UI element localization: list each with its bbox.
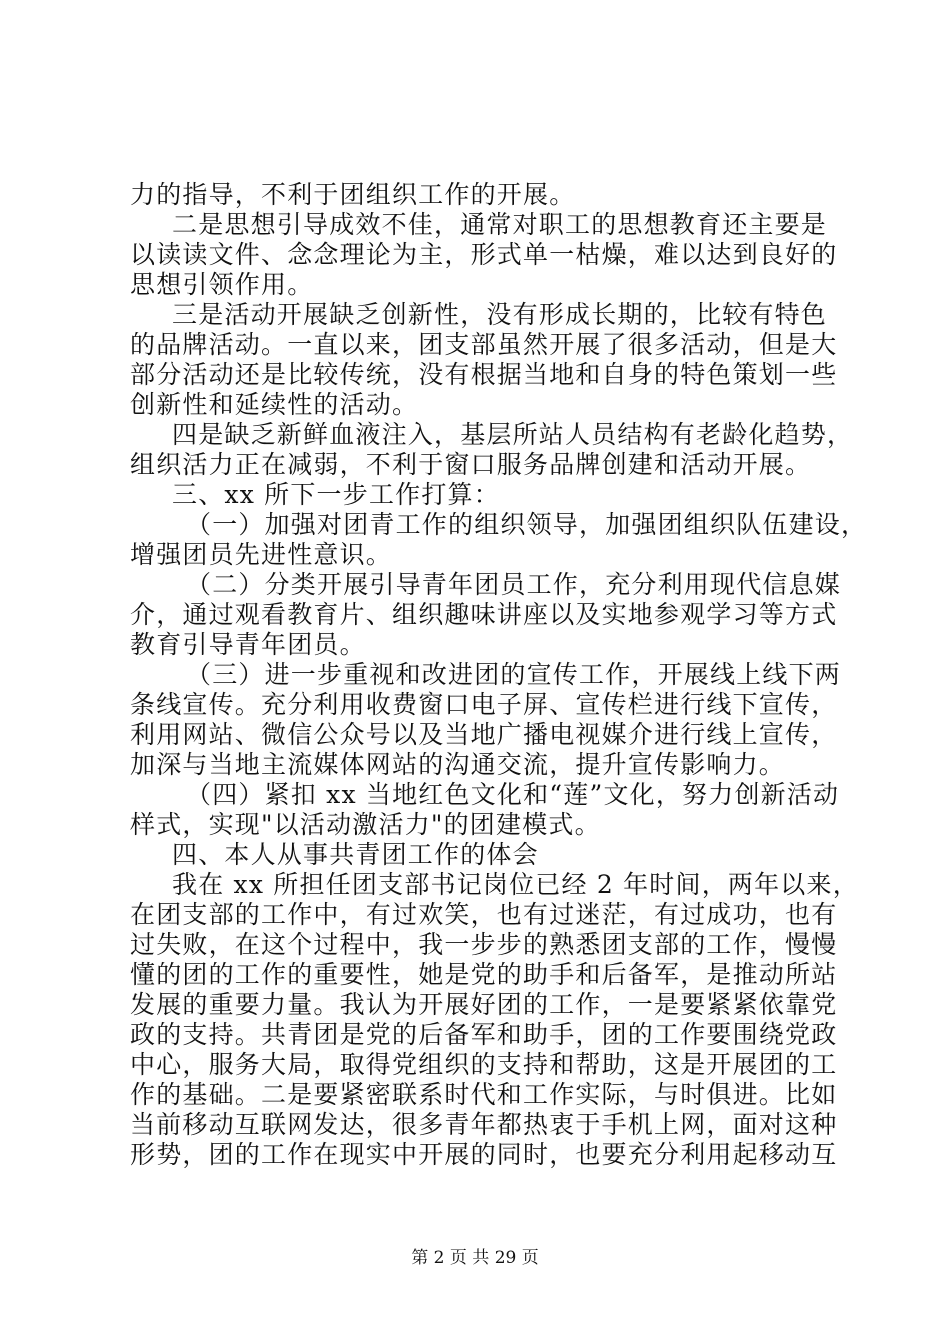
body-text-line: 在团支部的工作中，有过欢笑，也有过迷茫，有过成功，也有 <box>130 900 838 929</box>
body-text-line: 三是活动开展缺乏创新性，没有形成长期的，比较有特色 <box>172 300 828 329</box>
page-number-footer: 第 2 页 共 29 页 <box>411 1248 539 1268</box>
body-text-line: 政的支持。共青团是党的后备军和助手，团的工作要围绕党政 <box>130 1020 838 1049</box>
section-heading: 三、xx 所下一步工作打算： <box>172 480 500 509</box>
body-text-line: 增强团员先进性意识。 <box>130 540 393 569</box>
body-text-line: 样式，实现"以活动激活力"的团建模式。 <box>130 810 601 839</box>
body-text-line: 四是缺乏新鲜血液注入，基层所站人员结构有老龄化趋势， <box>172 420 854 449</box>
body-text-line: 介，通过观看教育片、组织趣味讲座以及实地参观学习等方式 <box>130 600 838 629</box>
body-text-line: 条线宣传。充分利用收费窗口电子屏、宣传栏进行线下宣传， <box>130 690 838 719</box>
section-heading: 四、本人从事共青团工作的体会 <box>172 840 539 869</box>
body-text-line: （三）进一步重视和改进团的宣传工作，开展线上线下两 <box>186 660 842 689</box>
body-text-line: 作的基础。二是要紧密联系时代和工作实际，与时俱进。比如 <box>130 1080 838 1109</box>
body-text-line: 创新性和延续性的活动。 <box>130 390 419 419</box>
body-text-line: 教育引导青年团员。 <box>130 630 366 659</box>
body-text-line: 的品牌活动。一直以来，团支部虽然开展了很多活动，但是大 <box>130 330 838 359</box>
body-text-line: （四）紧扣 xx 当地红色文化和“莲”文化，努力创新活动 <box>186 780 840 809</box>
body-text-line: 中心，服务大局，取得党组织的支持和帮助，这是开展团的工 <box>130 1050 838 1079</box>
body-text-line: 懂的团的工作的重要性，她是党的助手和后备军，是推动所站 <box>130 960 838 989</box>
body-text-line: 形势，团的工作在现实中开展的同时，也要充分利用起移动互 <box>130 1140 838 1169</box>
body-text-line: 我在 xx 所担任团支部书记岗位已经 2 年时间，两年以来， <box>172 870 859 899</box>
body-text-line: （二）分类开展引导青年团员工作，充分利用现代信息媒 <box>186 570 842 599</box>
body-text-line: 当前移动互联网发达，很多青年都热衷于手机上网，面对这种 <box>130 1110 838 1139</box>
body-text-line: 发展的重要力量。我认为开展好团的工作，一是要紧紧依靠党 <box>130 990 838 1019</box>
body-text-line: 力的指导，不利于团组织工作的开展。 <box>130 180 576 209</box>
body-text-line: 过失败，在这个过程中，我一步步的熟悉团支部的工作，慢慢 <box>130 930 838 959</box>
body-text-line: 组织活力正在减弱，不利于窗口服务品牌创建和活动开展。 <box>130 450 812 479</box>
body-text-line: 二是思想引导成效不佳，通常对职工的思想教育还主要是 <box>172 210 828 239</box>
body-text-line: 思想引领作用。 <box>130 270 314 299</box>
body-text-line: （一）加强对团青工作的组织领导，加强团组织队伍建设， <box>186 510 868 539</box>
body-text-line: 利用网站、微信公众号以及当地广播电视媒介进行线上宣传， <box>130 720 838 749</box>
body-text-line: 加深与当地主流媒体网站的沟通交流，提升宣传影响力。 <box>130 750 786 779</box>
body-text-line: 以读读文件、念念理论为主，形式单一枯燥，难以达到良好的 <box>130 240 838 269</box>
body-text-line: 部分活动还是比较传统，没有根据当地和自身的特色策划一些 <box>130 360 838 389</box>
